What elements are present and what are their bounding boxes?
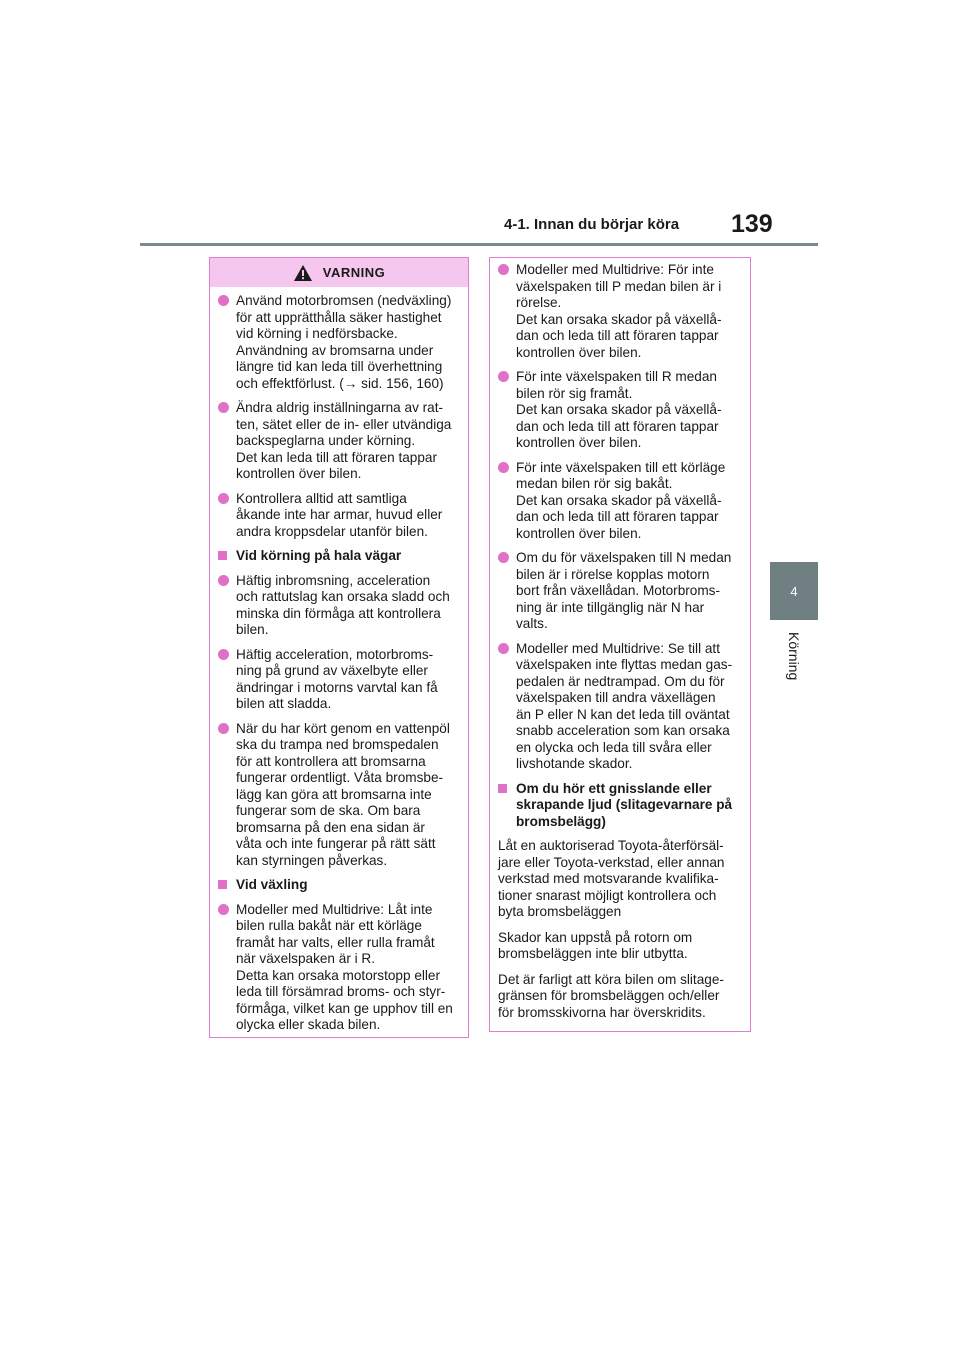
- list-item-text: Använd motorbromsen (nedväxling) för att upprätthålla säker hastighet vid körning i nedförsbacke. Användning av bromsarna under längre tid kan leda till överhettning och effektförlust. (→ sid. 156, 160): [236, 293, 452, 391]
- heading-text: Vid körning på hala vägar: [236, 548, 402, 563]
- warning-box: [209, 257, 469, 1038]
- list-item: [498, 460, 742, 543]
- header-rule: [140, 243, 818, 246]
- list-item-text: Häftig inbromsning, acceleration och rattutslag kan orsaka sladd och minska din förmåga att kontrollera bilen.: [236, 572, 450, 637]
- page-number: 139: [731, 210, 773, 238]
- chapter-label: [784, 632, 804, 696]
- list-item-text: Om du för växelspaken till N medan bilen är i rörelse kopplas motorn bort från växellådan. Motorbroms- ning är inte tillgänglig när N har valts.: [516, 550, 732, 631]
- list-item: [218, 293, 460, 392]
- heading-text: Vid växling: [236, 877, 308, 892]
- section-heading: [218, 548, 460, 565]
- list-item: [218, 491, 460, 541]
- round-bullet-icon: [218, 575, 229, 586]
- square-bullet-icon: [218, 880, 227, 889]
- list-item-text: När du har kört genom en vattenpöl ska du trampa ned bromspedalen för att kontrollera att bromsarna fungerar ordentligt. Våta bromsbe- lägg kan göra att bromsarna inte fungerar som de ska. Om bara bromsarna på den ena sidan är våta och inte fungerar på rätt sätt kan styrningen påverkas.: [236, 720, 450, 868]
- list-item: [498, 641, 742, 773]
- list-item-text: Kontrollera alltid att samtliga åkande inte har armar, huvud eller andra kroppsdelar utanför bilen.: [236, 490, 443, 539]
- round-bullet-icon: [218, 493, 229, 504]
- round-bullet-icon: [218, 295, 229, 306]
- heading-text: Om du hör ett gnisslande eller skrapande ljud (slitagevarnare på bromsbelägg): [516, 780, 733, 829]
- list-item-text: Häftig acceleration, motorbroms- ning på grund av växelbyte eller ändringar i motorns varvtal kan få bilen att sladda.: [236, 646, 438, 711]
- round-bullet-icon: [498, 371, 509, 382]
- list-item-text: Modeller med Multidrive: För inte växelspaken till P medan bilen är i rörelse. Det kan orsaka skador på växellå- dan och leda till att föraren tappar kontrollen över bilen.: [516, 262, 722, 360]
- round-bullet-icon: [498, 552, 509, 563]
- list-item: [218, 647, 460, 713]
- right-column-content: [490, 258, 750, 1021]
- round-bullet-icon: [218, 723, 229, 734]
- left-column-content: [210, 287, 468, 1034]
- paragraph-text: Skador kan uppstå på rotorn om bromsbeläggen inte blir utbytta.: [498, 929, 693, 961]
- square-bullet-icon: [218, 551, 227, 560]
- list-item-text: Modeller med Multidrive: Se till att växelspaken inte flyttas medan gas- pedalen är nedtrampad. Om du för växelspaken till andra växellägen än P eller N kan det leda till oväntat snabb acceleration som kan orsaka en olycka och leda till svåra eller livshotande skador.: [516, 640, 733, 771]
- paragraph-text: Låt en auktoriserad Toyota-återförsäl- jare eller Toyota-verkstad, eller annan verkstad med motsvarande kvalifika- tioner snarast möjligt kontrollera och byta bromsbeläggen: [498, 838, 725, 919]
- list-item-text: Ändra aldrig inställningarna av rat- ten, sätet eller de in- eller utvändiga backspeglarna under körning. Det kan leda till att föraren tappar kontrollen över bilen.: [236, 400, 452, 481]
- round-bullet-icon: [218, 904, 229, 915]
- round-bullet-icon: [498, 462, 509, 473]
- chapter-tab: 4: [770, 562, 818, 620]
- section-heading: [218, 877, 460, 894]
- round-bullet-icon: [498, 264, 509, 275]
- section-title: 4-1. Innan du börjar köra: [504, 216, 680, 233]
- round-bullet-icon: [218, 402, 229, 413]
- round-bullet-icon: [218, 649, 229, 660]
- list-item: [218, 400, 460, 483]
- round-bullet-icon: [498, 643, 509, 654]
- list-item: [218, 721, 460, 870]
- list-item-text: För inte växelspaken till ett körläge medan bilen rör sig bakåt. Det kan orsaka skador på växellå- dan och leda till att föraren tappar kontrollen över bilen.: [516, 459, 726, 541]
- warning-header: [210, 258, 468, 287]
- list-item: [498, 369, 742, 452]
- list-item: [498, 262, 742, 361]
- warning-title: VARNING: [322, 265, 386, 280]
- warning-triangle-icon: [293, 264, 313, 282]
- list-item: [218, 573, 460, 639]
- paragraph: [498, 930, 742, 963]
- square-bullet-icon: [498, 784, 507, 793]
- paragraph: [498, 972, 742, 1022]
- list-item-text: För inte växelspaken till R medan bilen rör sig framåt. Det kan orsaka skador på växellå- dan och leda till att föraren tappar kontrollen över bilen.: [516, 369, 722, 450]
- paragraph: [498, 838, 742, 921]
- chapter-label-text: Körning: [786, 632, 802, 681]
- paragraph-text: Det är farligt att köra bilen om slitage- gränsen för bromsbeläggen och/eller för bromsskivorna har överskridits.: [498, 971, 724, 1020]
- list-item: [218, 902, 460, 1034]
- section-heading: [498, 781, 742, 831]
- list-item-text: Modeller med Multidrive: Låt inte bilen rulla bakåt när ett körläge framåt har valts, eller rulla framåt när växelspaken är i R. Detta kan orsaka motorstopp eller leda till försämrad broms- och styr- förmåga, vilket kan ge upphov till en olycka eller skada bilen.: [236, 901, 453, 1032]
- warning-box-continued: [489, 257, 751, 1032]
- list-item: [498, 550, 742, 633]
